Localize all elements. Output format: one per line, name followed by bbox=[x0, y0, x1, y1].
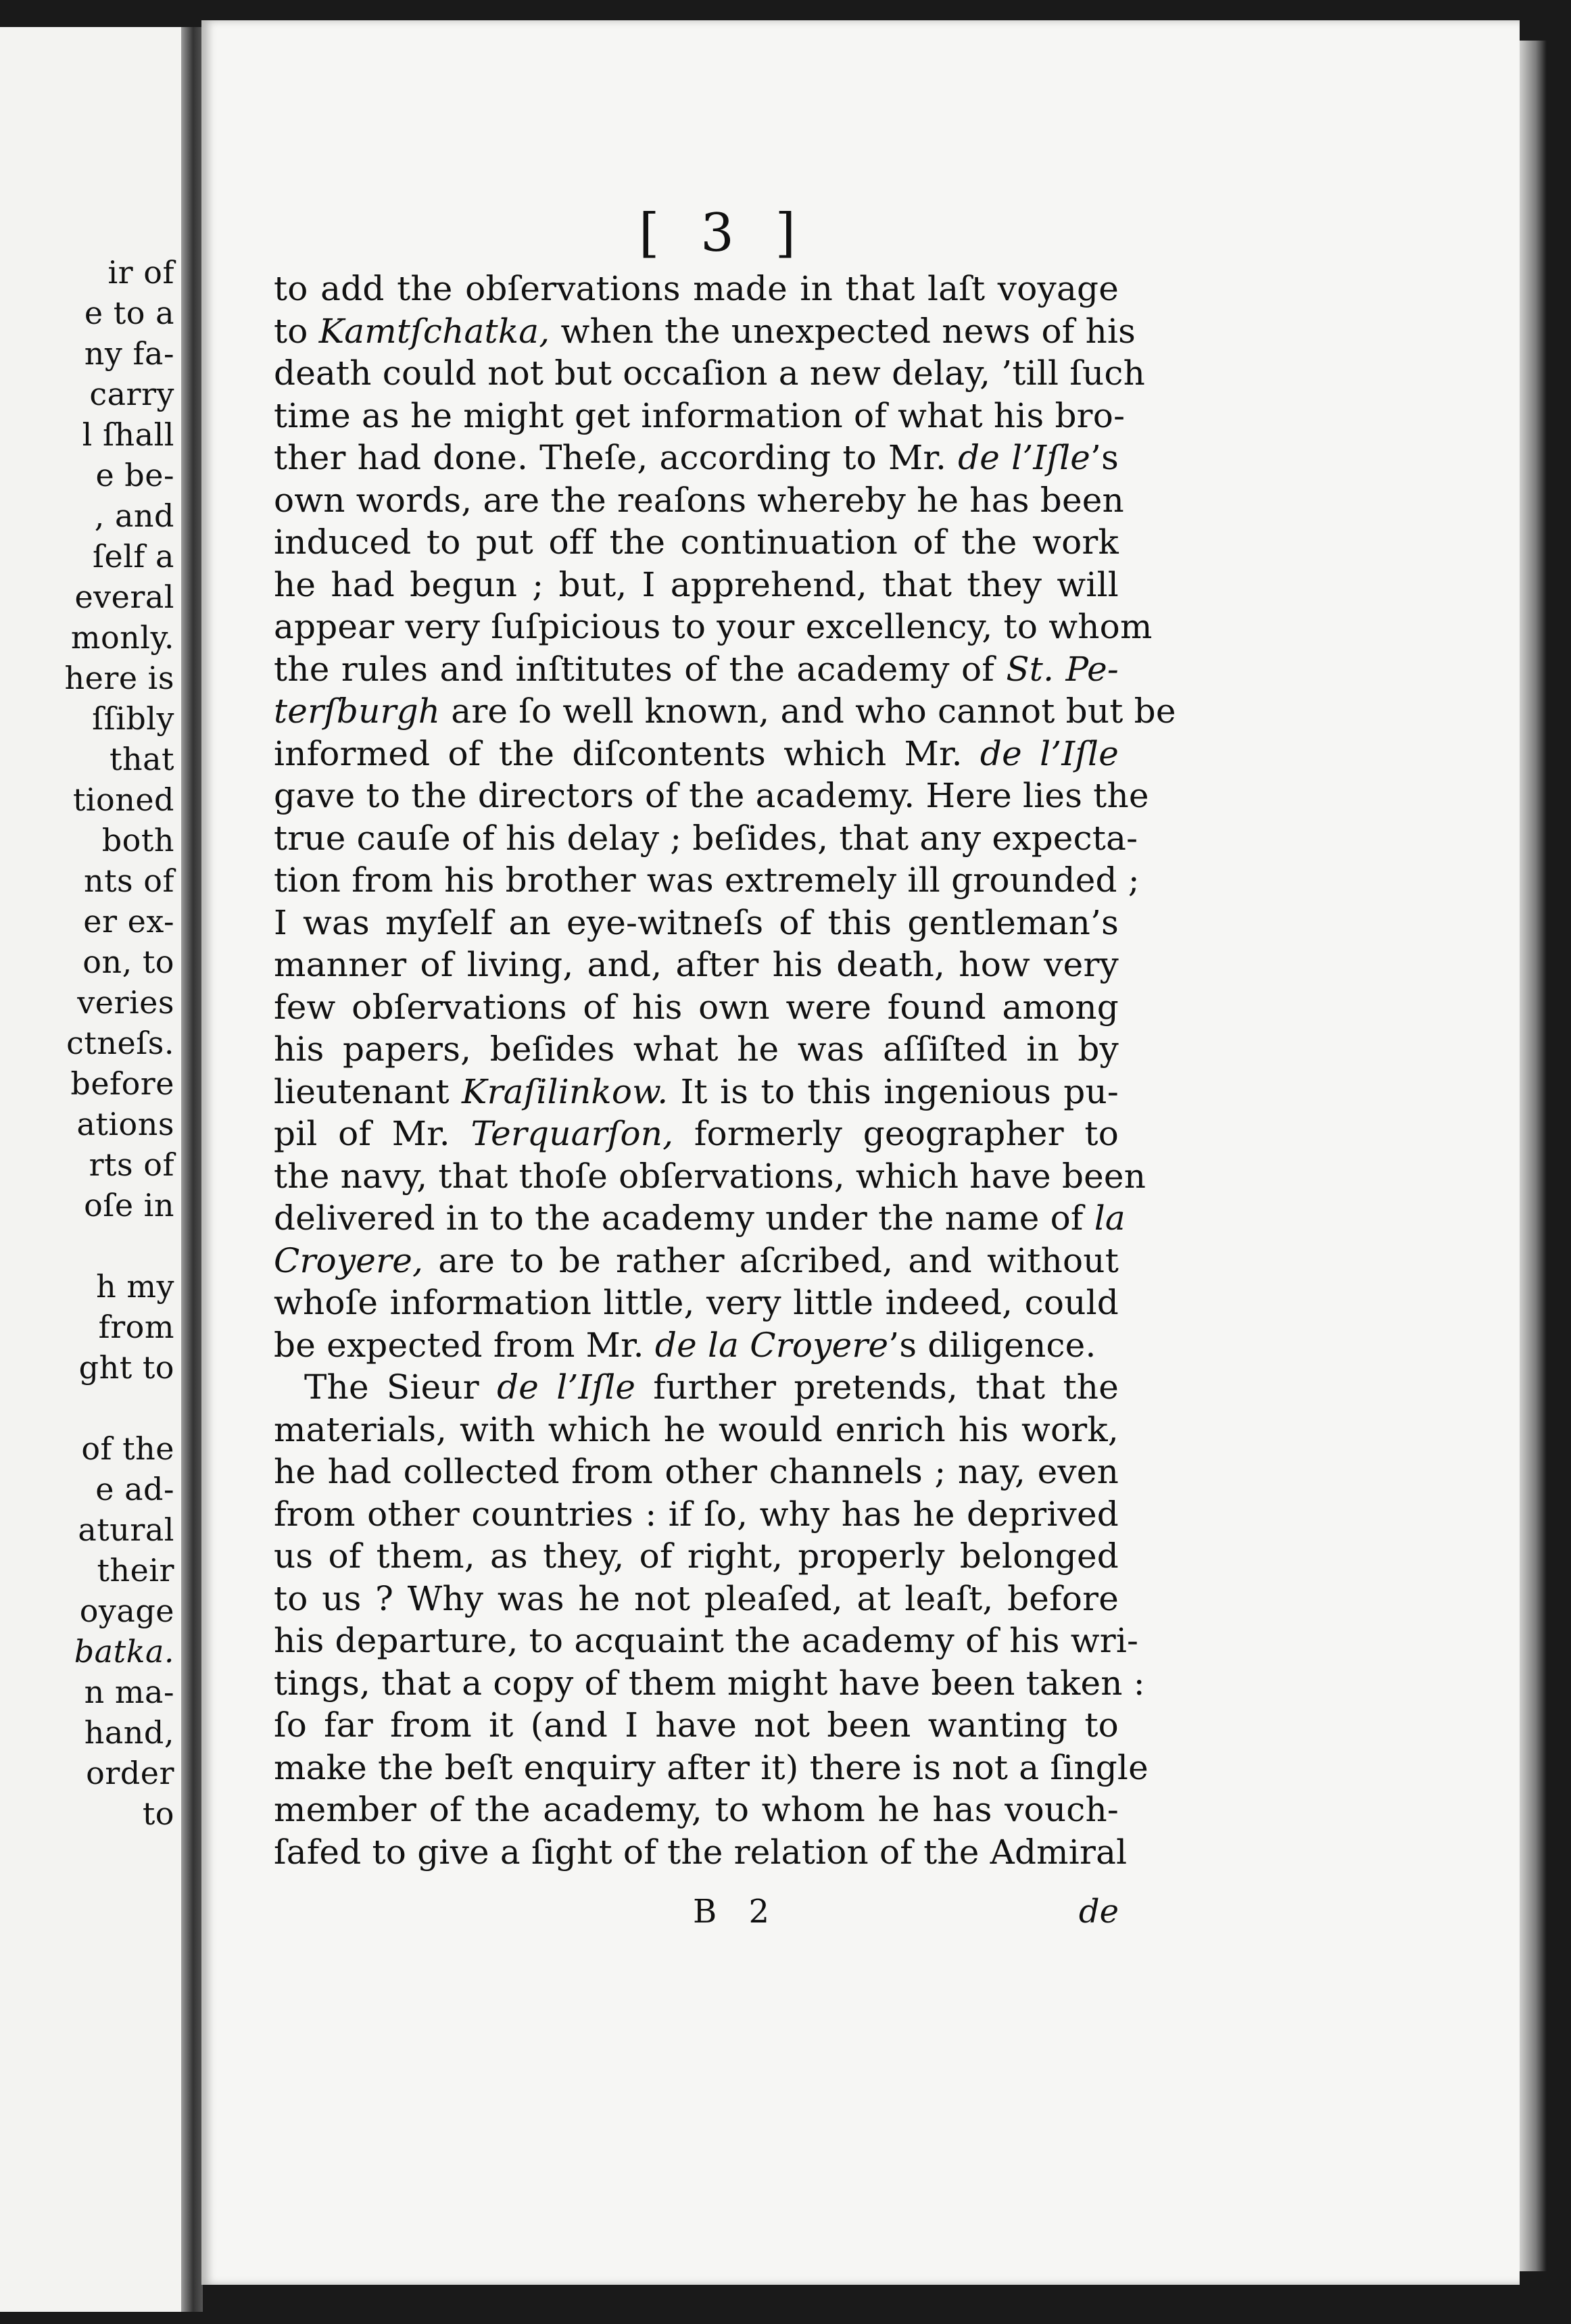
text-line bbox=[274, 1197, 1126, 1240]
italic-text: Terquarſon, bbox=[470, 1114, 674, 1153]
text-run: lieutenant bbox=[274, 1071, 462, 1111]
text-line bbox=[274, 1704, 1119, 1747]
facing-page-fragment bbox=[0, 27, 181, 2312]
text-line bbox=[274, 1366, 1119, 1409]
facing-page-line: carry bbox=[89, 376, 174, 412]
facing-page-line: nts of bbox=[83, 863, 174, 899]
page-number: [ 3 ] bbox=[639, 203, 808, 264]
facing-page-line: veries bbox=[77, 984, 174, 1021]
text-run: are to be rather aſcribed, and without bbox=[423, 1240, 1119, 1280]
facing-page-line: both bbox=[101, 822, 174, 858]
facing-page-line: monly. bbox=[70, 619, 174, 656]
text-line bbox=[274, 479, 1124, 522]
text-run: member of the academy, to whom he has vouch- bbox=[274, 1790, 1119, 1829]
text-line bbox=[274, 690, 1176, 733]
text-run: own words, are the reaſons whereby he has been bbox=[274, 480, 1124, 520]
facing-page-line: that bbox=[109, 741, 174, 777]
text-run: to bbox=[274, 311, 319, 351]
text-line bbox=[274, 1831, 1128, 1874]
text-line bbox=[274, 521, 1119, 564]
italic-text: de l’Iſle bbox=[958, 438, 1091, 477]
text-line bbox=[274, 902, 1119, 944]
catchword: de bbox=[1078, 1893, 1119, 1931]
page-footer bbox=[274, 1893, 1119, 1940]
text-line bbox=[274, 859, 1140, 902]
text-line bbox=[274, 606, 1153, 648]
text-run: ’s bbox=[1090, 438, 1119, 477]
facing-page-line: ſſibly bbox=[92, 700, 174, 737]
text-run: materials, with which he would enrich his work, bbox=[274, 1409, 1119, 1449]
facing-page-line: from bbox=[98, 1309, 174, 1345]
facing-page-line: l ſhall bbox=[82, 416, 174, 453]
text-line bbox=[274, 1620, 1139, 1662]
text-line bbox=[274, 1324, 1119, 1367]
facing-page-line: h my bbox=[96, 1268, 174, 1305]
facing-page-line: everal bbox=[74, 579, 174, 615]
text-run: death could not but occaſion a new delay, ’till ſuch bbox=[274, 354, 1146, 393]
signature-mark: B 2 bbox=[693, 1893, 781, 1931]
italic-text: St. Pe- bbox=[1006, 649, 1119, 689]
facing-page-line: to bbox=[142, 1795, 174, 1832]
facing-page-line: hand, bbox=[84, 1714, 174, 1751]
facing-page-line: e ad- bbox=[95, 1471, 174, 1507]
text-line bbox=[274, 1071, 1119, 1113]
text-run: his papers, beſides what he was aſſiſted in by bbox=[274, 1030, 1119, 1069]
italic-text: terſburgh bbox=[274, 692, 441, 731]
text-line bbox=[274, 1282, 1119, 1324]
text-line bbox=[274, 1028, 1119, 1071]
facing-page-line: of the bbox=[81, 1430, 174, 1467]
facing-page-line: before bbox=[70, 1065, 174, 1102]
text-run: manner of living, and, after his death, how very bbox=[274, 945, 1119, 984]
text-run: ther had done. Theſe, according to Mr. bbox=[274, 438, 959, 477]
text-run: tings, that a copy of them might have been taken : bbox=[274, 1663, 1145, 1703]
book-gutter bbox=[181, 27, 203, 2312]
text-line bbox=[274, 1409, 1119, 1451]
text-run: I was myſelf an eye-witneſs of this gentleman’s bbox=[274, 902, 1119, 942]
facing-page-line: atural bbox=[78, 1511, 174, 1548]
text-run: he had collected from other channels ; nay, even bbox=[274, 1452, 1119, 1491]
italic-text: Croyere, bbox=[274, 1240, 424, 1280]
text-run: the rules and inſtitutes of the academy of bbox=[274, 649, 1007, 689]
text-run: ſafed to give a ſight of the relation of the Admiral bbox=[274, 1832, 1128, 1872]
text-line bbox=[274, 1155, 1146, 1198]
text-run: further pretends, that the bbox=[635, 1367, 1119, 1407]
italic-text: la bbox=[1094, 1199, 1126, 1238]
facing-page-line: batka. bbox=[74, 1633, 174, 1670]
italic-text: de l’Iſle bbox=[497, 1367, 636, 1407]
facing-page-line: n ma- bbox=[84, 1674, 174, 1710]
facing-page-line: er ex- bbox=[83, 903, 174, 940]
facing-page-line: oſe in bbox=[84, 1187, 174, 1224]
facing-page-line: ations bbox=[76, 1106, 174, 1142]
facing-page-line: tioned bbox=[72, 781, 174, 818]
facing-page-line: ir of bbox=[107, 254, 174, 291]
text-run: the navy, that thoſe obſervations, which have been bbox=[274, 1156, 1146, 1196]
text-run: to add the obſervations made in that laſt voyage bbox=[274, 269, 1119, 308]
facing-page-line: order bbox=[86, 1755, 174, 1791]
text-run: The Sieur bbox=[304, 1367, 498, 1407]
text-run: true cauſe of his delay ; beſides, that any expecta- bbox=[274, 818, 1138, 858]
text-run: make the beſt enquiry after it) there is not a ſingle bbox=[274, 1747, 1149, 1787]
text-run: to us ? Why was he not pleaſed, at leaſt, before bbox=[274, 1578, 1119, 1618]
text-line bbox=[274, 817, 1138, 860]
text-line bbox=[274, 648, 1119, 691]
text-run: time as he might get information of what his bro- bbox=[274, 395, 1126, 435]
facing-page-line: their bbox=[97, 1552, 174, 1589]
text-run: tion from his brother was extremely ill grounded ; bbox=[274, 861, 1140, 900]
text-run: It is to this ingenious pu- bbox=[668, 1071, 1119, 1111]
facing-page-line: e to a bbox=[84, 295, 174, 331]
text-run: whoſe information little, very little indeed, could bbox=[274, 1283, 1119, 1322]
text-line bbox=[274, 733, 1119, 775]
facing-page-line: e be- bbox=[95, 457, 174, 493]
text-line bbox=[274, 268, 1119, 310]
facing-page-line: ght to bbox=[78, 1349, 174, 1386]
facing-page-line: , and bbox=[94, 498, 174, 534]
italic-text: de l’Iſle bbox=[980, 733, 1119, 773]
text-line bbox=[274, 437, 1119, 479]
text-line bbox=[274, 1240, 1119, 1282]
text-run: informed of the diſcontents which Mr. bbox=[274, 733, 980, 773]
text-line bbox=[274, 986, 1119, 1029]
text-run: are ſo well known, and who cannot but be bbox=[440, 692, 1176, 731]
text-line bbox=[274, 1535, 1119, 1578]
facing-page-line: here is bbox=[64, 660, 174, 696]
text-run: from other countries : if ſo, why has he deprived bbox=[274, 1494, 1119, 1534]
text-line bbox=[274, 1662, 1145, 1705]
text-run: induced to put off the continuation of the work bbox=[274, 523, 1119, 562]
italic-text: de la Croyere bbox=[654, 1325, 889, 1365]
facing-page-line: ny fa- bbox=[84, 335, 174, 372]
text-line bbox=[274, 352, 1146, 395]
text-run: when the unexpected news of his bbox=[550, 311, 1136, 351]
facing-page-line: oyage bbox=[79, 1593, 174, 1629]
text-run: few obſervations of his own were found among bbox=[274, 987, 1119, 1027]
facing-page-line: on, to bbox=[82, 944, 174, 980]
text-run: delivered in to the academy under the name of bbox=[274, 1199, 1094, 1238]
italic-text: Kraſilinkow. bbox=[462, 1071, 669, 1111]
text-run: formerly geographer to bbox=[673, 1114, 1119, 1153]
text-line bbox=[274, 1113, 1119, 1155]
text-run: he had begun ; but, I apprehend, that they will bbox=[274, 564, 1119, 604]
body-text bbox=[274, 268, 1176, 1873]
text-line bbox=[274, 1747, 1149, 1789]
text-run: ’s diligence. bbox=[888, 1325, 1096, 1365]
text-line bbox=[274, 564, 1119, 606]
italic-text: Kamtſchatka, bbox=[318, 311, 550, 351]
text-line bbox=[274, 775, 1149, 817]
text-run: be expected from Mr. bbox=[274, 1325, 655, 1365]
text-run: us of them, as they, of right, properly belonged bbox=[274, 1536, 1119, 1576]
text-line bbox=[274, 310, 1136, 353]
facing-page-line: ſelf a bbox=[92, 538, 174, 575]
text-line bbox=[274, 395, 1126, 437]
facing-page-line: ctneſs. bbox=[66, 1025, 174, 1061]
facing-page-line: rts of bbox=[89, 1146, 174, 1183]
text-line bbox=[274, 1789, 1119, 1831]
page-edge bbox=[1520, 41, 1547, 2271]
text-run: pil of Mr. bbox=[274, 1114, 471, 1153]
text-run: appear very ſuſpicious to your excellency, to whom bbox=[274, 607, 1153, 646]
text-line bbox=[274, 1493, 1119, 1536]
text-line bbox=[274, 1578, 1119, 1620]
text-line bbox=[274, 1451, 1119, 1493]
text-run: ſo far from it (and I have not been wanting to bbox=[274, 1705, 1119, 1745]
text-run: his departure, to acquaint the academy of his wri- bbox=[274, 1621, 1139, 1660]
text-line bbox=[274, 944, 1119, 986]
text-run: gave to the directors of the academy. Here lies the bbox=[274, 776, 1149, 815]
